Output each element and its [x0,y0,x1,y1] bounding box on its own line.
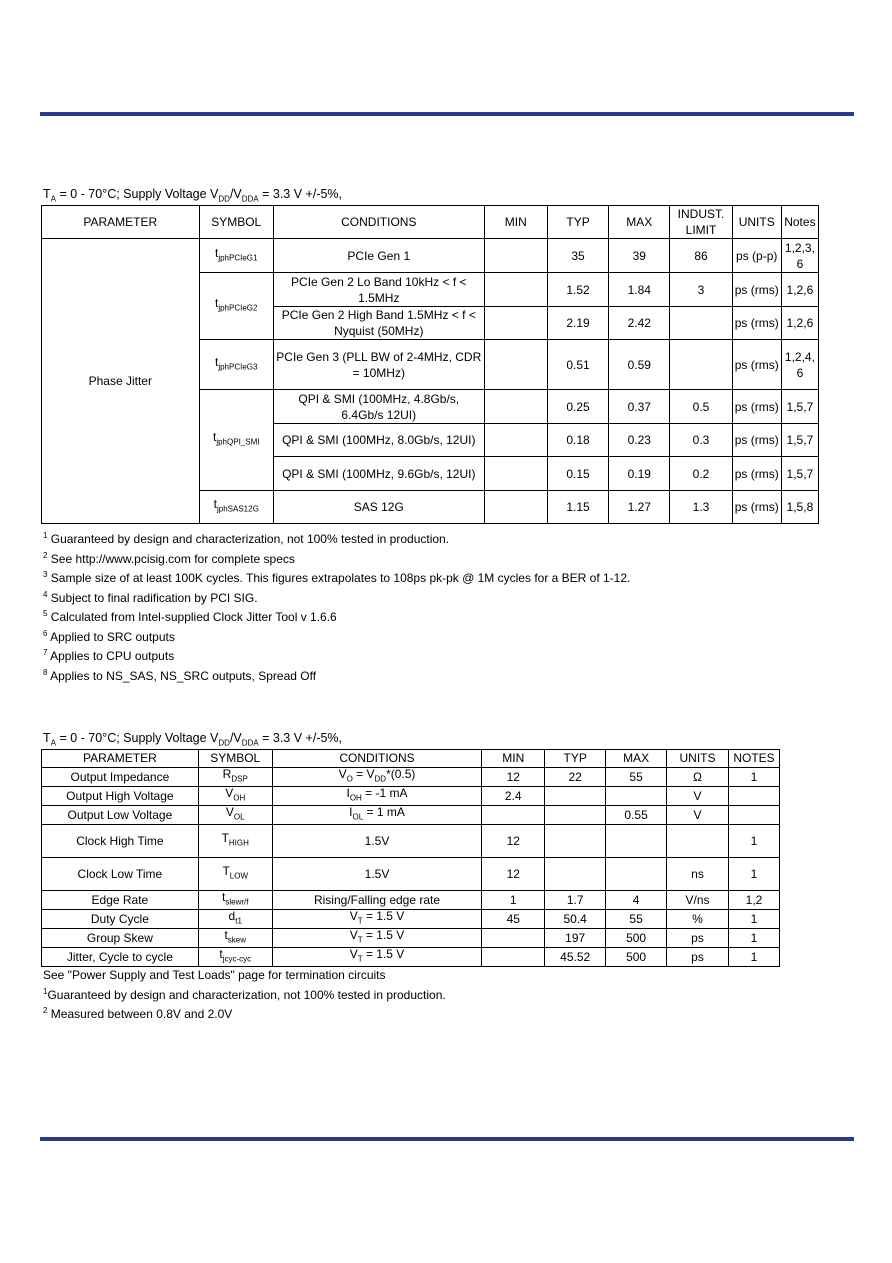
col-header: Notes [781,206,818,239]
table1-caption: $T_A = 0 - 70^\circ C$; Supply Voltage $V_{DD}/V_{DDA} = 3.3$ V +/-5%, [43,187,343,204]
footnote: $^1$Guaranteed by design and characterization, not 100% tested in production. [43,986,446,1002]
symbol-cell: $d_{t1}$ [198,910,272,929]
min-cell [484,307,547,340]
max-cell: 1.84 [609,273,670,307]
typ-cell [545,787,606,806]
conditions-cell: $V_T = 1.5$ V [272,910,482,929]
conditions-cell: Rising/Falling edge rate [272,891,482,910]
notes-cell: 1,5,7 [781,424,818,457]
notes-cell: 1,5,7 [781,390,818,424]
indust-limit-cell [670,307,732,340]
typ-cell: 45.52 [545,948,606,967]
conditions-cell: PCIe Gen 2 Lo Band 10kHz < f < 1.5MHz [273,273,484,307]
units-cell: ns [667,858,729,891]
typ-cell: 50.4 [545,910,606,929]
conditions-cell: QPI & SMI (100MHz, 9.6Gb/s, 12UI) [273,457,484,491]
parameter-cell: Jitter, Cycle to cycle [42,948,199,967]
typ-cell: 2.19 [547,307,608,340]
units-cell: ps (rms) [732,273,781,307]
indust-limit-cell: 3 [670,273,732,307]
parameter-cell: Output Impedance [42,768,199,787]
notes-cell: 1,2,6 [781,273,818,307]
col-header: PARAMETER [42,750,199,768]
col-header: SYMBOL [199,206,273,239]
conditions-cell: 1.5V [272,858,482,891]
table2-footnotes [43,962,446,1021]
conditions-cell: PCIe Gen 1 [273,239,484,273]
parameter-cell: Clock Low Time [42,858,199,891]
col-header: CONDITIONS [272,750,482,768]
units-cell: ps [667,948,729,967]
table-row [42,891,780,910]
notes-cell: 1,2,4, 6 [781,340,818,390]
typ-cell: 1.15 [547,491,608,524]
typ-cell: 0.51 [547,340,608,390]
symbol-cell: $t_{jphPCIeG2}$ [199,273,273,340]
indust-limit-cell [670,340,732,390]
footnote: $^7$ Applies to CPU outputs [43,648,175,663]
max-cell: 0.23 [609,424,670,457]
symbol-cell: $t_{jcyc-cyc}$ [198,948,272,967]
table-header-row [42,750,780,768]
units-cell: ps [667,929,729,948]
col-header: SYMBOL [198,750,272,768]
indust-limit-cell: 0.5 [670,390,732,424]
max-cell: 0.55 [606,806,667,825]
max-cell: 4 [606,891,667,910]
table2-caption: $T_A = 0 - 70^\circ C$; Supply Voltage $V_{DD}/V_{DDA} = 3.3$ V +/-5%, [43,731,343,748]
footnote: See "Power Supply and Test Loads" page for termination circuits [43,968,386,982]
min-cell [484,491,547,524]
indust-limit-cell: 1.3 [670,491,732,524]
min-cell: 2.4 [482,787,545,806]
notes-cell: 1,5,8 [781,491,818,524]
typ-cell: 22 [545,768,606,787]
col-header: PARAMETER [42,206,200,239]
conditions-cell: SAS 12G [273,491,484,524]
table-row [42,910,780,929]
symbol-cell: $V_{OL}$ [198,806,272,825]
notes-cell: 1 [728,825,779,858]
symbol-cell: $V_{OH}$ [198,787,272,806]
footnote: $^4$ Subject to final radification by PCI SIG. [43,589,258,605]
parameter-cell: Duty Cycle [42,910,199,929]
symbol-cell: $t_{skew}$ [198,929,272,948]
units-cell: ps (rms) [732,340,781,390]
units-cell: ps (p-p) [732,239,781,273]
typ-cell: 1.7 [545,891,606,910]
symbol-cell: $R_{DSP}$ [198,768,272,787]
notes-cell: 1 [728,858,779,891]
min-cell [484,340,547,390]
units-cell: V [667,806,729,825]
conditions-cell: $V_O = V_{DD}*(0.5)$ [272,768,482,787]
max-cell: 0.59 [609,340,670,390]
units-cell: V [667,787,729,806]
parameter-cell: Output Low Voltage [42,806,199,825]
conditions-cell: PCIe Gen 2 High Band 1.5MHz < f < Nyquist (50MHz) [273,307,484,340]
footnote: $^3$ Sample size of at least 100K cycles. This figures extrapolates to 108ps pk-pk @ 1M cycles for a BER of 1-12. [43,570,631,585]
typ-cell: 1.52 [547,273,608,307]
notes-cell: 1 [728,768,779,787]
units-cell: ps (rms) [732,307,781,340]
indust-limit-cell: 0.2 [670,457,732,491]
max-cell: 0.19 [609,457,670,491]
parameter-cell: Group Skew [42,929,199,948]
table-header-row [42,206,819,239]
max-cell: 0.37 [609,390,670,424]
notes-cell: 1,5,7 [781,457,818,491]
bottom-rule [40,1137,854,1141]
max-cell: 2.42 [609,307,670,340]
footnote: $^5$ Calculated from Intel-supplied Clock Jitter Tool v 1.6.6 [43,609,337,624]
col-header: UNITS [732,206,781,239]
max-cell [606,825,667,858]
min-cell [482,929,545,948]
conditions-cell: $V_T = 1.5$ V [272,929,482,948]
min-cell: 12 [482,768,545,787]
units-cell: ps (rms) [732,491,781,524]
max-cell: 1.27 [609,491,670,524]
min-cell: 45 [482,910,545,929]
units-cell: ps (rms) [732,424,781,457]
min-cell [484,273,547,307]
min-cell [482,806,545,825]
units-cell: ps (rms) [732,457,781,491]
typ-cell: 0.15 [547,457,608,491]
min-cell: 12 [482,858,545,891]
symbol-cell: $t_{jphSAS12G}$ [199,491,273,524]
conditions-cell: PCIe Gen 3 (PLL BW of 2-4MHz, CDR = 10MHz) [273,340,484,390]
typ-cell: 0.25 [547,390,608,424]
footnote: $^1$ Guaranteed by design and characterization, not 100% tested in production. [43,531,450,546]
notes-cell [728,787,779,806]
units-cell: Ω [667,768,729,787]
min-cell [484,457,547,491]
col-header: UNITS [667,750,729,768]
min-cell [484,424,547,457]
notes-cell: 1,2,6 [781,307,818,340]
typ-cell: 0.18 [547,424,608,457]
max-cell: 500 [606,929,667,948]
table-row [42,239,819,273]
min-cell: 1 [482,891,545,910]
col-header: TYP [547,206,608,239]
indust-limit-cell: 0.3 [670,424,732,457]
units-cell [667,825,729,858]
typ-cell: 197 [545,929,606,948]
conditions-cell: $I_{OH} = -1$ mA [272,787,482,806]
col-header: CONDITIONS [273,206,484,239]
notes-cell: 1 [728,948,779,967]
table-row [42,806,780,825]
top-rule [40,112,854,116]
symbol-cell: $T_{HIGH}$ [198,825,272,858]
conditions-cell: QPI & SMI (100MHz, 4.8Gb/s, 6.4Gb/s 12UI) [273,390,484,424]
notes-cell: 1 [728,929,779,948]
col-header: MAX [609,206,670,239]
conditions-cell: $V_T = 1.5$ V [272,948,482,967]
footnote: $^2$ See http://www.pcisig.com for complete specs [43,550,295,566]
min-cell [484,390,547,424]
max-cell: 500 [606,948,667,967]
phase-jitter-table [41,205,819,524]
table-row [42,858,780,891]
parameter-cell: Output High Voltage [42,787,199,806]
footnote: $^8$ Applies to NS_SAS, NS_SRC outputs, Spread Off [43,667,317,683]
symbol-cell: $t_{jphPCIeG1}$ [199,239,273,273]
symbol-cell: $t_{jphQPI\_SMI}$ [199,390,273,491]
max-cell: 55 [606,768,667,787]
min-cell: 12 [482,825,545,858]
units-cell: ps (rms) [732,390,781,424]
typ-cell: 35 [547,239,608,273]
symbol-cell: $t_{jphPCIeG3}$ [199,340,273,390]
table-row [42,929,780,948]
table-row [42,787,780,806]
max-cell [606,858,667,891]
table-row [42,825,780,858]
col-header: NOTES [728,750,779,768]
max-cell: 39 [609,239,670,273]
footnote: $^6$ Applied to SRC outputs [43,628,175,644]
symbol-cell: $T_{LOW}$ [198,858,272,891]
conditions-cell: 1.5V [272,825,482,858]
footnote: $^2$ Measured between 0.8V and 2.0V [43,1006,233,1021]
col-header: MAX [606,750,667,768]
notes-cell: 1 [728,910,779,929]
symbol-cell: $t_{slewr/f}$ [198,891,272,910]
notes-cell: 1,2 [728,891,779,910]
notes-cell: 1,2,3, 6 [781,239,818,273]
table1-footnotes [43,526,630,682]
col-header: MIN [482,750,545,768]
col-header: MIN [484,206,547,239]
notes-cell [728,806,779,825]
indust-limit-cell: 86 [670,239,732,273]
typ-cell [545,825,606,858]
min-cell [482,948,545,967]
table-row [42,768,780,787]
conditions-cell: QPI & SMI (100MHz, 8.0Gb/s, 12UI) [273,424,484,457]
units-cell: V/ns [667,891,729,910]
typ-cell [545,858,606,891]
col-header: TYP [545,750,606,768]
max-cell [606,787,667,806]
electrical-characteristics-table [41,749,780,967]
max-cell: 55 [606,910,667,929]
conditions-cell: $I_{OL} = 1$ mA [272,806,482,825]
col-header: INDUST. LIMIT [670,206,732,239]
min-cell [484,239,547,273]
typ-cell [545,806,606,825]
units-cell: % [667,910,729,929]
parameter-cell: Phase Jitter [42,239,200,524]
parameter-cell: Clock High Time [42,825,199,858]
parameter-cell: Edge Rate [42,891,199,910]
